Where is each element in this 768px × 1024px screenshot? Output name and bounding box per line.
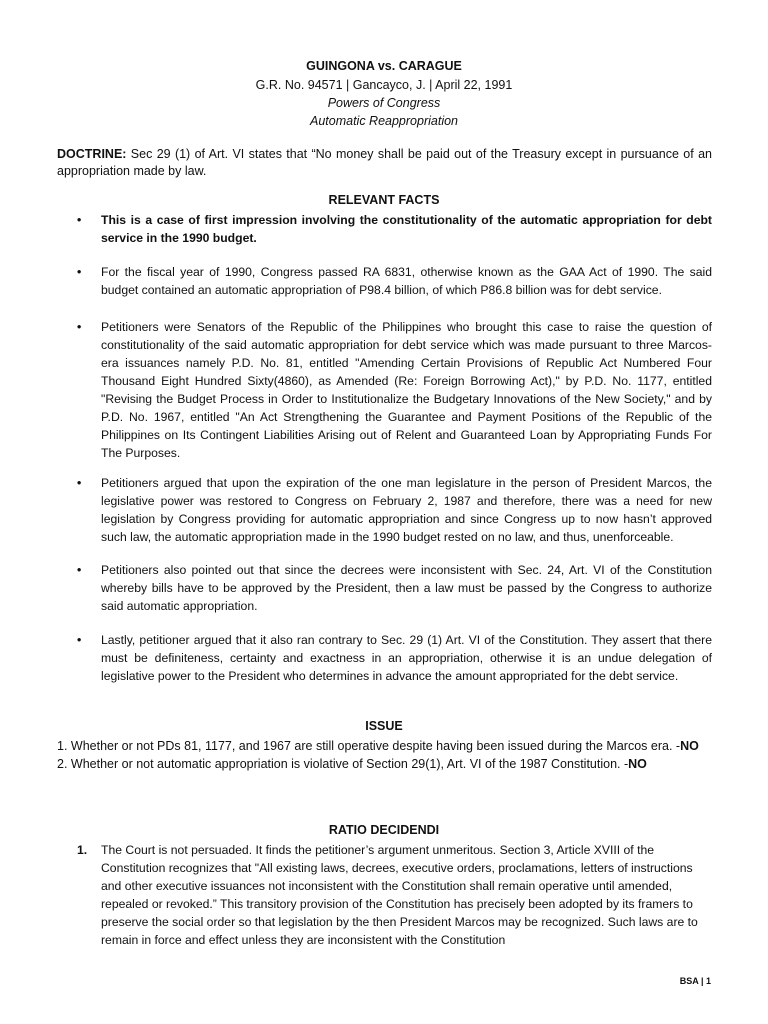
- issue-item: 2. Whether or not automatic appropriation is violative of Section 29(1), Art. VI of the 1987 Constitution. -NO: [57, 757, 647, 771]
- doctrine-label: DOCTRINE:: [57, 147, 127, 161]
- doctrine-text: Sec 29 (1) of Art. VI states that “No money shall be paid out of the Treasury except in pursuance of an appropriation made by law.: [57, 147, 712, 178]
- issue-answer: NO: [628, 757, 647, 771]
- case-subtopic: Automatic Reappropriation: [310, 114, 458, 128]
- case-topic: Powers of Congress: [327, 96, 441, 110]
- bullet-icon: •: [77, 265, 82, 279]
- ratio-text: The Court is not persuaded. It finds the petitioner’s argument unmeritous. Section 3, Article XVIII of the Constitution recognizes that "All existing laws, decrees, executive orders, proclamations, letters of instructions and other executive issuances not inconsistent with the Constitution shall remain operative until amended, repealed or revoked.” This transitory provision of the Constitution has precisely been adopted by its framers to preserve the social order so that legislation by the then President Marcos may be recognized. Such laws are to remain in force and effect unless they are inconsistent with the Constitution: [101, 843, 698, 947]
- bullet-icon: •: [77, 563, 82, 577]
- bullet-icon: •: [77, 213, 82, 227]
- fact-item: • Petitioners were Senators of the Republic of the Philippines who brought this case to raise the question of constitutionality of the said automatic appropriation for debt service which was made pursuant to three Marcos-era issuances namely P.D. No. 81, entitled "Amending Certain Provisions of Republic Act Numbered Four Thousand Eight Hundred Sixty(4860), as Amended (Re: Foreign Borrowing Act)," by P.D. No. 1177, entitled "Revising the Budget Process in Order to Institutionalize the Budgetary Innovations of the New Society," and by P.D. No. 1967, entitled "An Act Strengthening the Guarantee and Payment Positions of the Republic of the Philippines on Its Contingent Liabilities Arising out of Relent and Guaranteed Loan by Appropriating Funds For The Purposes.: [77, 320, 712, 460]
- page-footer: BSA | 1: [679, 976, 711, 986]
- issue-answer: NO: [680, 739, 699, 753]
- doctrine-paragraph: [57, 146, 712, 180]
- fact-item: • For the fiscal year of 1990, Congress passed RA 6831, otherwise known as the GAA Act of 1990. The said budget contained an automatic appropriation of P98.4 billion, of which P86.8 billion was for debt service.: [77, 265, 712, 297]
- facts-heading: RELEVANT FACTS: [328, 193, 440, 207]
- ratio-item: [77, 841, 713, 949]
- case-citation: G.R. No. 94571 | Gancayco, J. | April 22, 1991: [255, 78, 513, 92]
- bullet-icon: •: [77, 320, 82, 334]
- issue-item: 1. Whether or not PDs 81, 1177, and 1967 are still operative despite having been issued during the Marcos era. -NO: [57, 739, 699, 753]
- bullet-icon: •: [77, 476, 82, 490]
- ratio-number: 1.: [77, 843, 88, 857]
- fact-item: • Petitioners argued that upon the expiration of the one man legislature in the person of President Marcos, the legislative power was restored to Congress on February 2, 1987 and therefore, there was a need for new legislation by Congress providing for automatic appropriation and since Congress up to now hasn’t approved such law, the automatic appropriation made in the 1990 budget rested on no law, and thus, unenforceable.: [77, 476, 712, 544]
- ratio-heading: RATIO DECIDENDI: [328, 823, 440, 837]
- case-title: GUINGONA vs. CARAGUE: [306, 59, 462, 73]
- fact-item: • This is a case of first impression involving the constitutionality of the automatic appropriation for debt service in the 1990 budget.: [77, 213, 712, 245]
- issue-heading: ISSUE: [365, 719, 403, 733]
- fact-item: • Petitioners also pointed out that since the decrees were inconsistent with Sec. 24, Art. VI of the Constitution whereby bills have to be approved by the President, then a law must be passed by the Congress to authorize said automatic appropriation.: [77, 563, 712, 613]
- fact-item: • Lastly, petitioner argued that it also ran contrary to Sec. 29 (1) Art. VI of the Constitution. They assert that there must be definiteness, certainty and exactness in an appropriation, otherwise it is an undue delegation of legislative power to the President who determines in advance the amount appropriated for the debt service.: [77, 633, 712, 683]
- bullet-icon: •: [77, 633, 82, 647]
